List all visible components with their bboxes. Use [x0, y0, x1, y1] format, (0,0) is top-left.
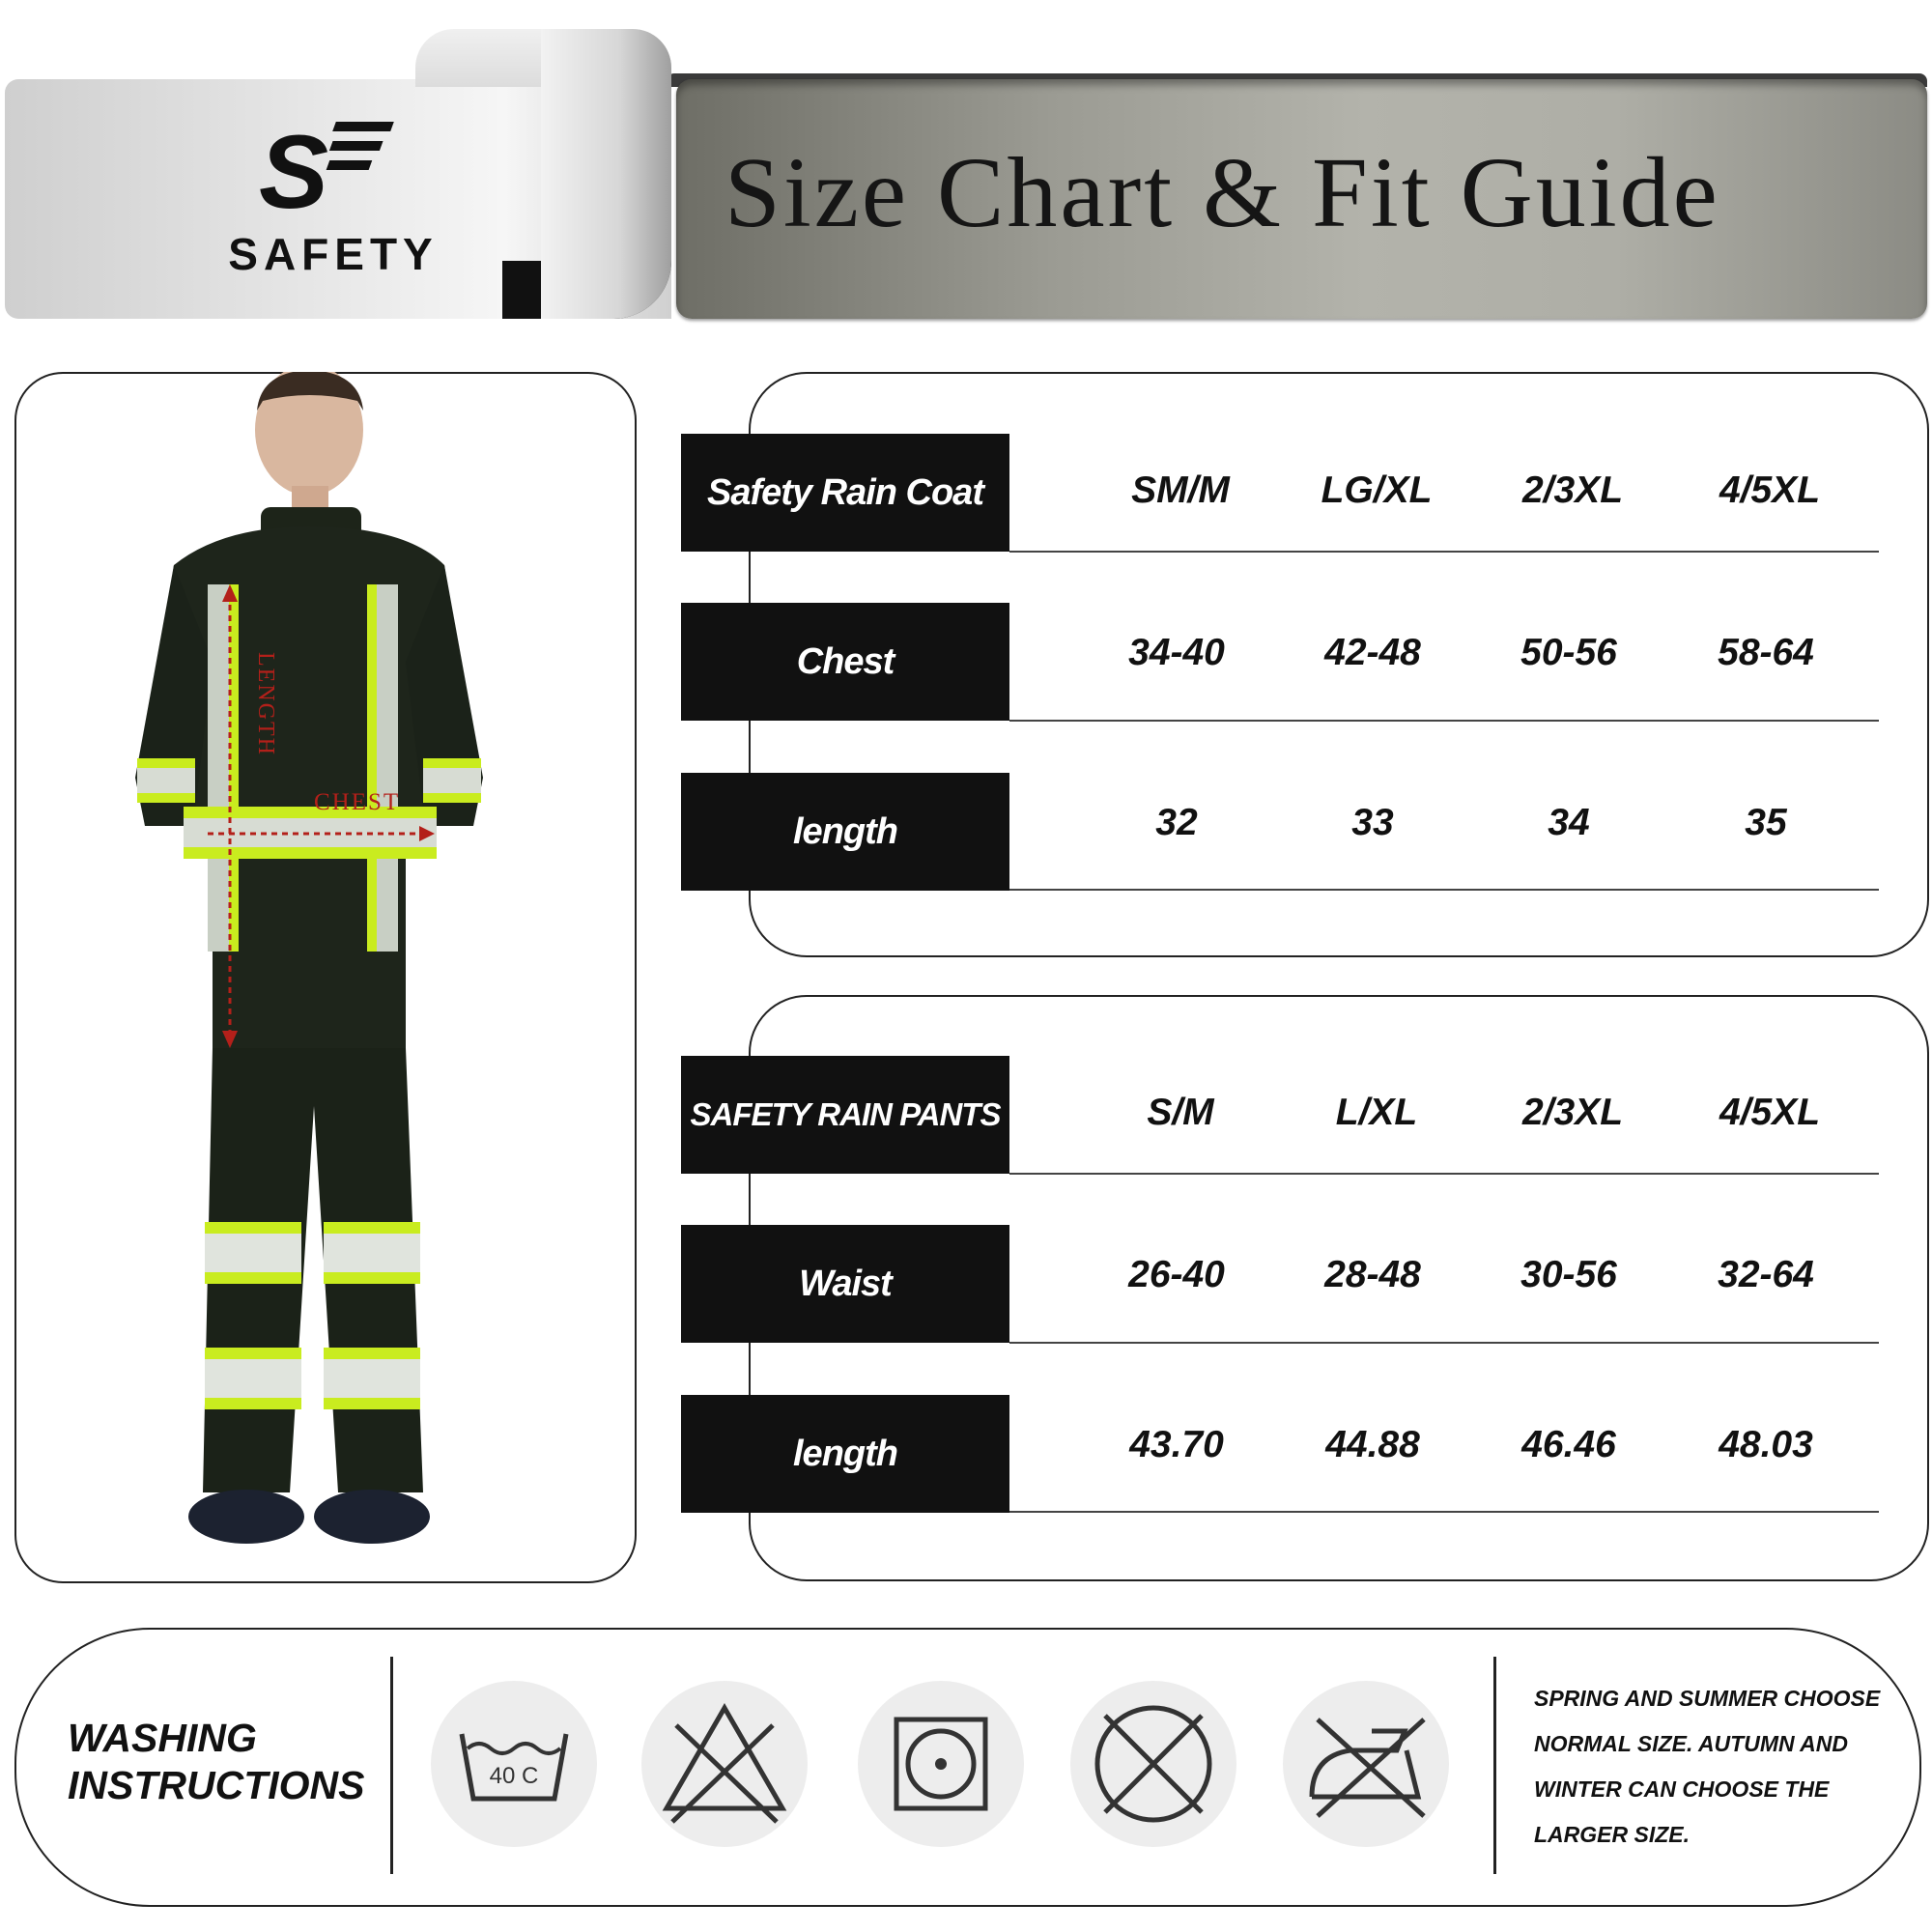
- coat-table-header-label: Safety Rain Coat: [681, 434, 1009, 552]
- pants-size-header: L/XL: [1335, 1092, 1418, 1133]
- row-divider: [1009, 889, 1879, 891]
- row-divider: [1009, 551, 1879, 553]
- coat-chest-value: 50-56: [1520, 632, 1617, 673]
- pants-waist-value: 26-40: [1128, 1254, 1225, 1295]
- pants-length-value: 46.46: [1521, 1424, 1616, 1465]
- row-divider: [1009, 1511, 1879, 1513]
- coat-length-value: 32: [1155, 802, 1198, 843]
- coat-size-header: 4/5XL: [1719, 469, 1821, 511]
- pants-length-value: 43.70: [1129, 1424, 1224, 1465]
- pants-row-label-waist: Waist: [681, 1225, 1009, 1343]
- do-not-dry-clean-icon: [1070, 1681, 1236, 1847]
- chest-measure-label: CHEST: [314, 789, 401, 815]
- pants-waist-value: 30-56: [1520, 1254, 1617, 1295]
- pants-table-header-label: SAFETY RAIN PANTS: [681, 1056, 1009, 1174]
- coat-row-label-chest: Chest: [681, 603, 1009, 721]
- do-not-iron-icon: [1283, 1681, 1449, 1847]
- banner-curl: [541, 29, 671, 319]
- washing-title-line: WASHING: [68, 1716, 257, 1760]
- brand-logo: [222, 116, 444, 232]
- washing-title-line: INSTRUCTIONS: [68, 1763, 365, 1807]
- row-divider: [1009, 1342, 1879, 1344]
- divider: [390, 1657, 393, 1874]
- pants-length-value: 48.03: [1719, 1424, 1813, 1465]
- pants-size-header: 4/5XL: [1719, 1092, 1821, 1133]
- pants-waist-value: 32-64: [1718, 1254, 1814, 1295]
- brand-name: SAFETY: [228, 229, 439, 279]
- note-line: NORMAL SIZE. AUTUMN AND: [1534, 1731, 1848, 1756]
- note-line: SPRING AND SUMMER CHOOSE: [1534, 1686, 1881, 1711]
- pants-size-header: S/M: [1147, 1092, 1214, 1133]
- coat-row-label-length: length: [681, 773, 1009, 891]
- do-not-bleach-icon: [641, 1681, 808, 1847]
- model-photo: [116, 372, 531, 1570]
- coat-size-header: 2/3XL: [1521, 469, 1624, 511]
- coat-size-header: SM/M: [1131, 469, 1230, 511]
- page-title: Size Chart & Fit Guide: [724, 137, 1720, 248]
- coat-chest-value: 42-48: [1324, 632, 1421, 673]
- pants-row-label-length: length: [681, 1395, 1009, 1513]
- divider: [1493, 1657, 1496, 1874]
- coat-length-value: 34: [1548, 802, 1590, 843]
- pants-waist-value: 28-48: [1324, 1254, 1421, 1295]
- note-line: LARGER SIZE.: [1534, 1822, 1690, 1847]
- size-advice-note: [1534, 1676, 1901, 1858]
- coat-chest-value: 34-40: [1128, 632, 1225, 673]
- wash-40c-icon: [431, 1681, 597, 1847]
- note-line: WINTER CAN CHOOSE THE: [1534, 1776, 1830, 1802]
- coat-size-header: LG/XL: [1321, 469, 1433, 511]
- tumble-dry-icon: [858, 1681, 1024, 1847]
- length-measure-label: LENGTH: [253, 652, 278, 756]
- washing-title: [68, 1715, 365, 1809]
- row-divider: [1009, 720, 1879, 722]
- logo-letter: S: [259, 116, 329, 230]
- row-divider: [1009, 1173, 1879, 1175]
- pants-size-header: 2/3XL: [1521, 1092, 1624, 1133]
- coat-length-value: 35: [1745, 802, 1787, 843]
- pants-length-value: 44.88: [1325, 1424, 1420, 1465]
- coat-chest-value: 58-64: [1718, 632, 1814, 673]
- coat-length-value: 33: [1351, 802, 1394, 843]
- wash-temperature: 40 C: [489, 1763, 539, 1789]
